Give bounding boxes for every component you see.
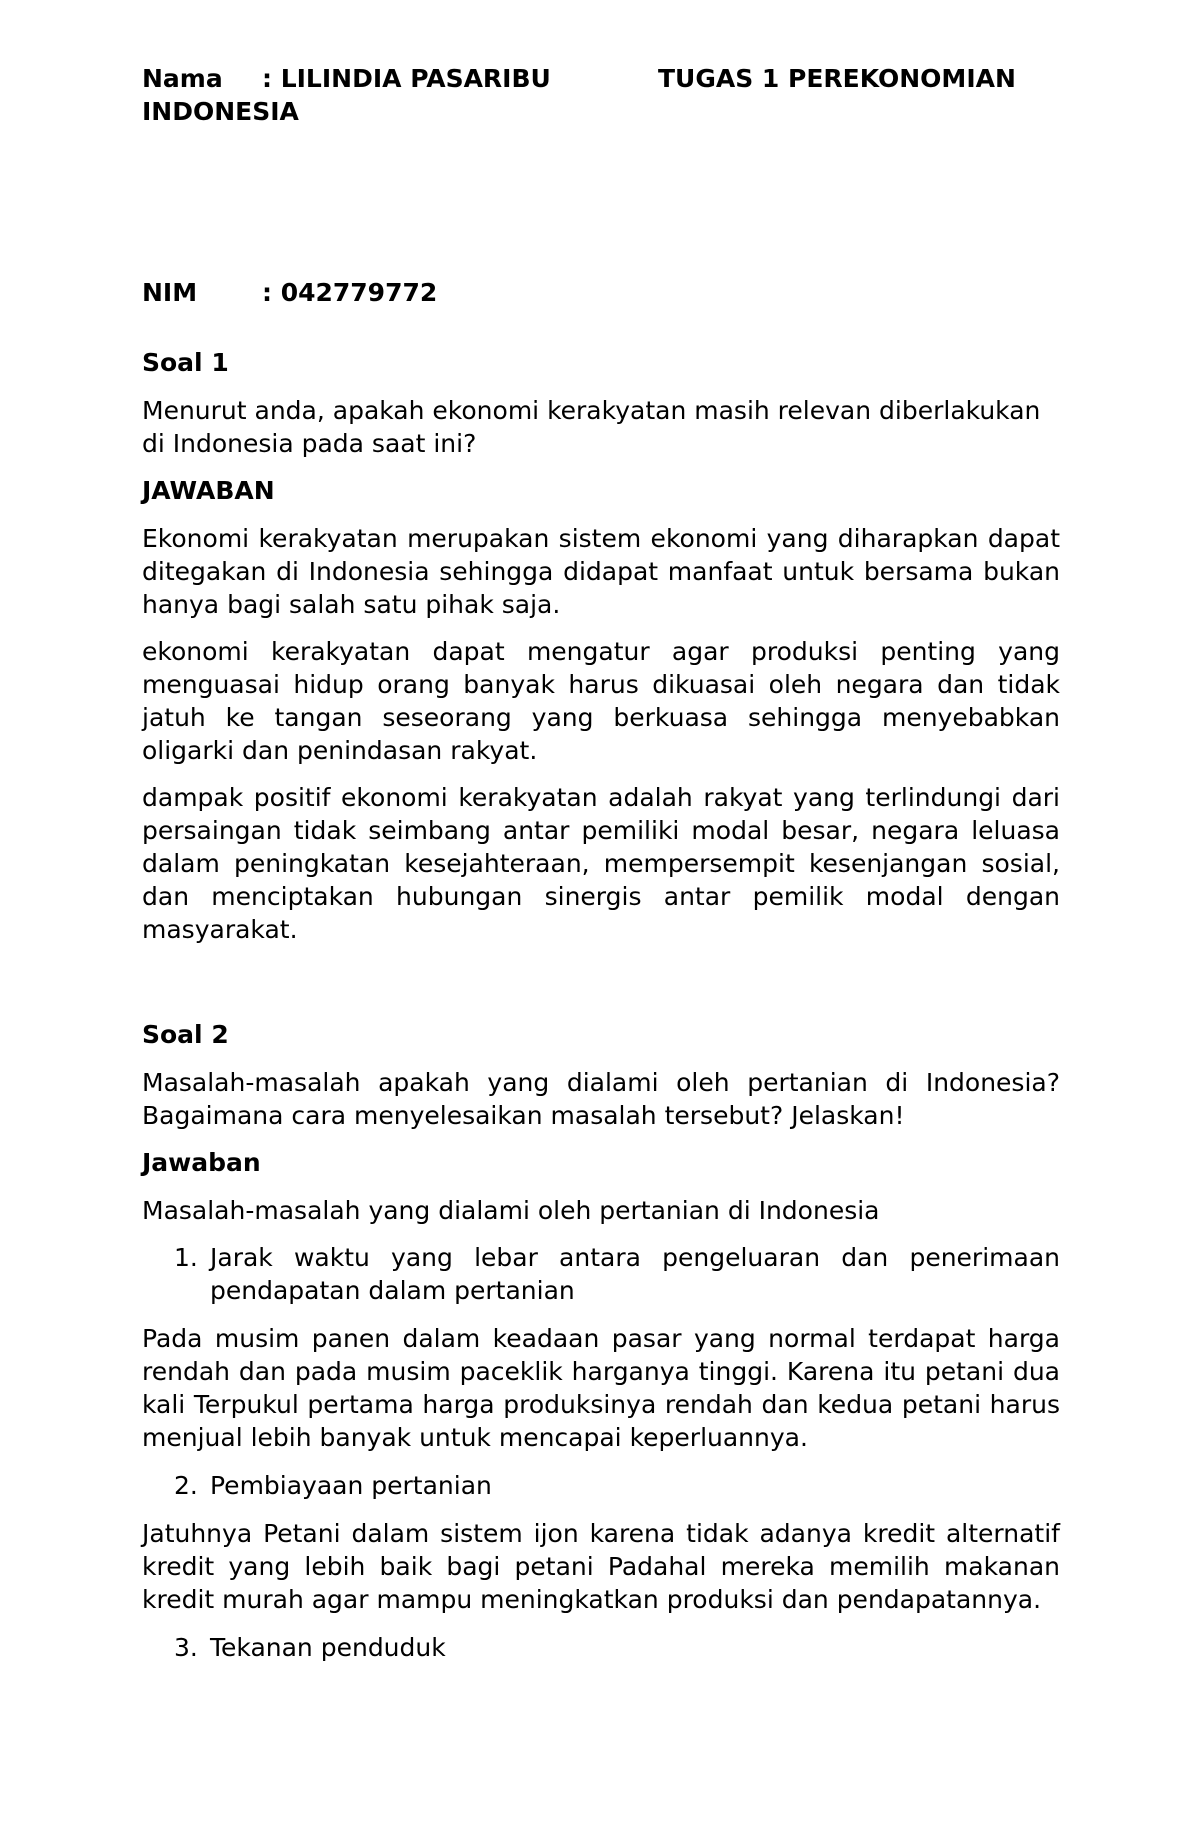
nim-value: : 042779772 (262, 278, 438, 307)
soal-2-title: Soal 2 (142, 1020, 229, 1049)
list-item-title: Jarak waktu yang lebar antara pengeluaran dan penerimaan pendapatan dalam pertanian (210, 1243, 1060, 1305)
soal-1-question: Menurut anda, apakah ekonomi kerakyatan masih relevan diberlakukan di Indonesia pada saat ini? (142, 396, 1041, 458)
list-item (174, 1469, 1060, 1502)
list-item-number: 3. (174, 1633, 198, 1662)
list-item-title: Pembiayaan pertanian (210, 1471, 492, 1500)
name-value: : LILINDIA PASARIBU (262, 64, 551, 93)
soal-1-title: Soal 1 (142, 348, 229, 377)
list-item-explanation: Jatuhnya Petani dalam sistem ijon karena tidak adanya kredit alternatif kredit yang lebih baik bagi petani Padahal mereka memilih makanan kredit murah agar mampu meningkatkan produksi dan pendapatannya. (142, 1519, 1060, 1614)
soal-1-paragraph: dampak positif ekonomi kerakyatan adalah rakyat yang terlindungi dari persaingan tidak seimbang antar pemiliki modal besar, negara leluasa dalam peningkatan kesejahteraan, mempersempit kesenjangan sosial, dan menciptakan hubungan sinergis antar pemilik modal dengan masyarakat. (142, 783, 1060, 944)
soal-1-paragraph: Ekonomi kerakyatan merupakan sistem ekonomi yang diharapkan dapat ditegakan di Indonesia sehingga didapat manfaat untuk bersama bukan hanya bagi salah satu pihak saja. (142, 524, 1060, 619)
soal-2-intro: Masalah-masalah yang dialami oleh pertanian di Indonesia (142, 1196, 880, 1225)
soal-2-answer-heading: Jawaban (142, 1148, 261, 1177)
list-item-explanation: Pada musim panen dalam keadaan pasar yang normal terdapat harga rendah dan pada musim paceklik harganya tinggi. Karena itu petani dua kali Terpukul pertama harga produksinya rendah dan kedua petani harus menjual lebih banyak untuk mencapai keperluannya. (142, 1324, 1060, 1452)
course-title-line2: INDONESIA (142, 97, 299, 126)
list-item (174, 1241, 1060, 1307)
list-item-number: 1. (174, 1243, 198, 1272)
soal-1-paragraph: ekonomi kerakyatan dapat mengatur agar produksi penting yang menguasai hidup orang banyak harus dikuasai oleh negara dan tidak jatuh ke tangan seseorang yang berkuasa sehingga menyebabkan oligarki dan penindasan rakyat. (142, 637, 1060, 765)
soal-2-question: Masalah-masalah apakah yang dialami oleh pertanian di Indonesia? Bagaimana cara menyelesaikan masalah tersebut? Jelaskan! (142, 1068, 1060, 1130)
header-line (142, 62, 1060, 95)
name-label: Nama (142, 64, 223, 93)
soal-2-section (142, 1018, 1060, 1664)
nim-line (142, 276, 1060, 309)
soal-1-answer-heading: JAWABAN (142, 476, 275, 505)
list-item-title: Tekanan penduduk (210, 1633, 446, 1662)
nim-label: NIM (142, 278, 198, 307)
list-item-number: 2. (174, 1471, 198, 1500)
document-page (142, 62, 1060, 1664)
course-title-line1: TUGAS 1 PEREKONOMIAN (658, 64, 1016, 93)
soal-1-section (142, 346, 1060, 946)
list-item (174, 1631, 1060, 1664)
